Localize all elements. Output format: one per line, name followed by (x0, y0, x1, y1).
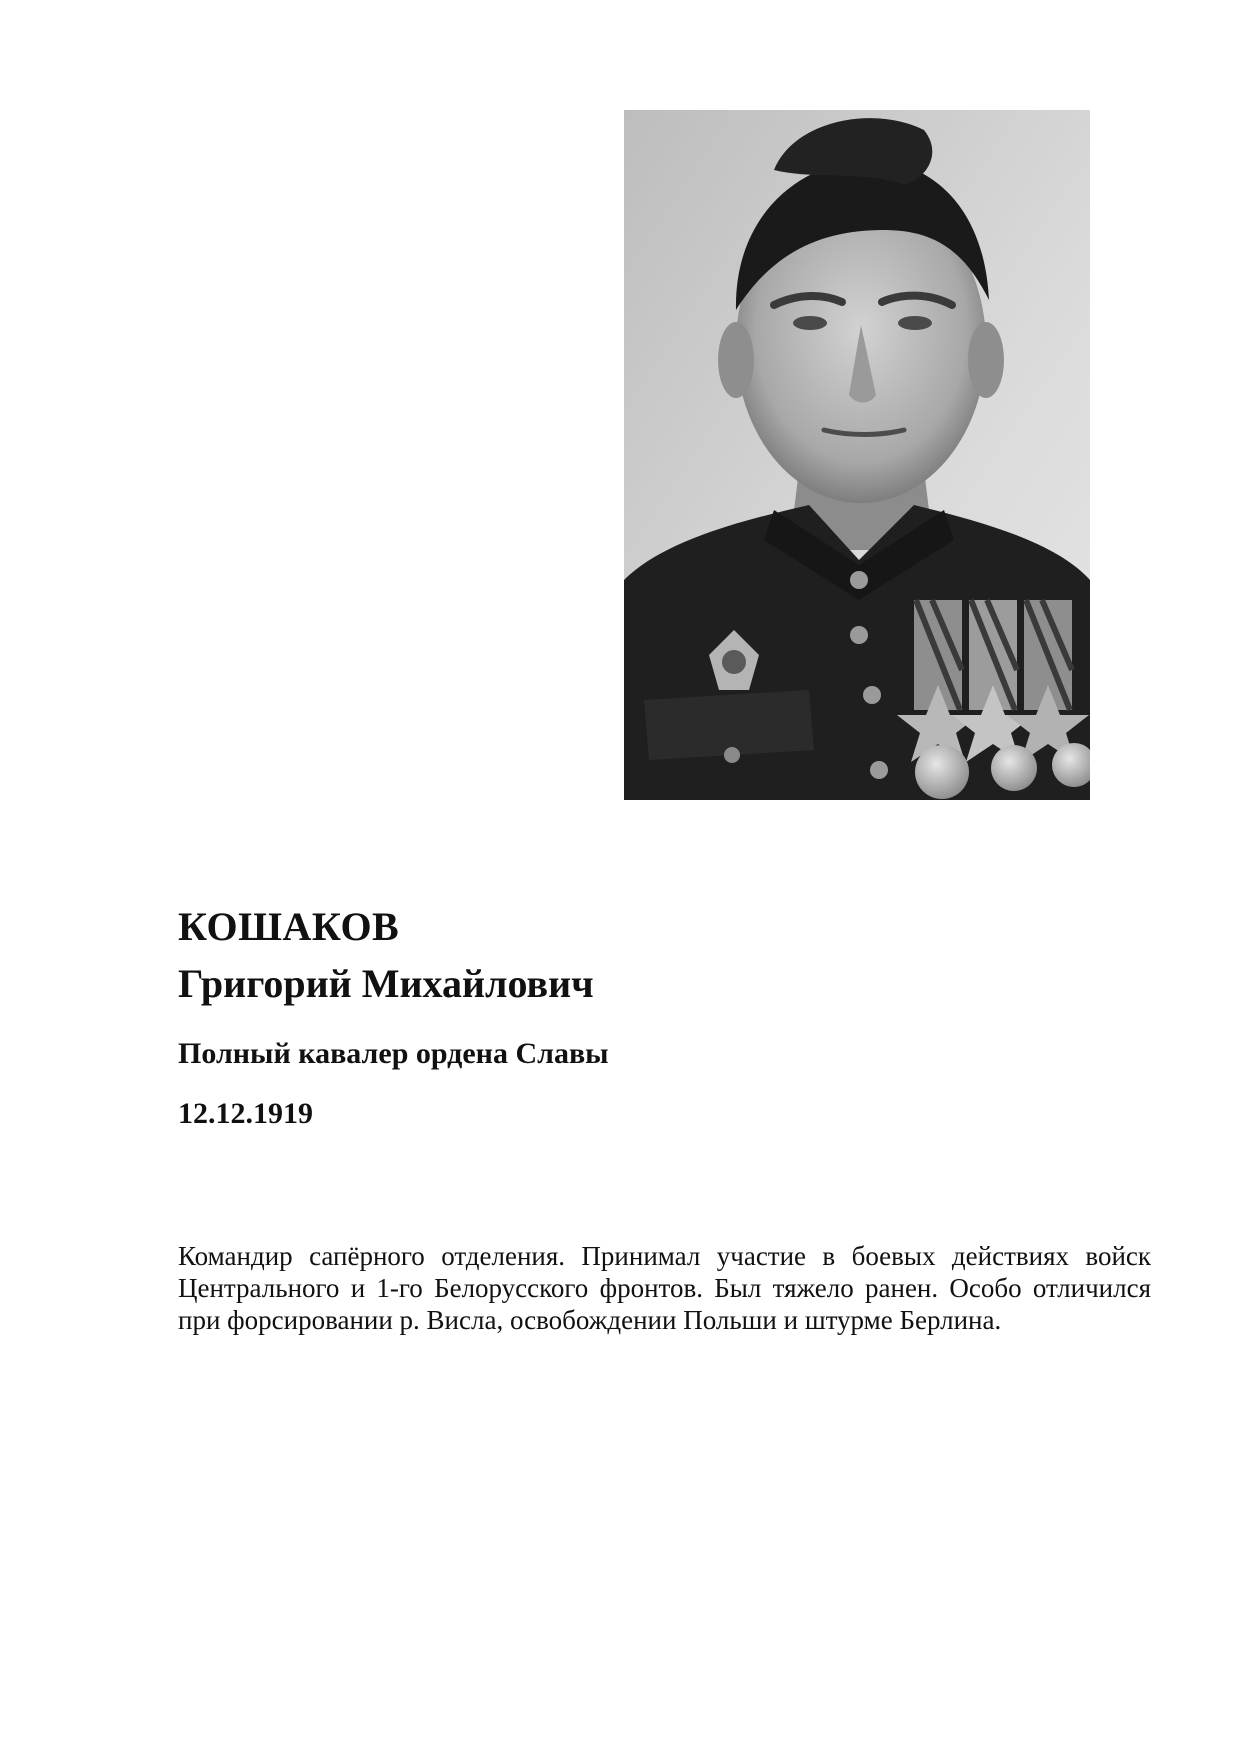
person-given-names: Григорий Михайлович (178, 961, 594, 1006)
award-title: Полный кавалер ордена Славы (178, 1037, 609, 1070)
person-surname: КОШАКОВ (178, 904, 400, 949)
birth-date: 12.12.1919 (178, 1097, 313, 1130)
portrait-photo (624, 110, 1090, 800)
biography-paragraph: Командир сапёрного отделения. Принимал участие в боевых действиях войск Центрального и 1-го Белорусского фронтов. Был тяжело ранен. Особо отличился при форсировании р. Висла, освобождении Польши и штурме Берлина. (178, 1241, 1151, 1335)
